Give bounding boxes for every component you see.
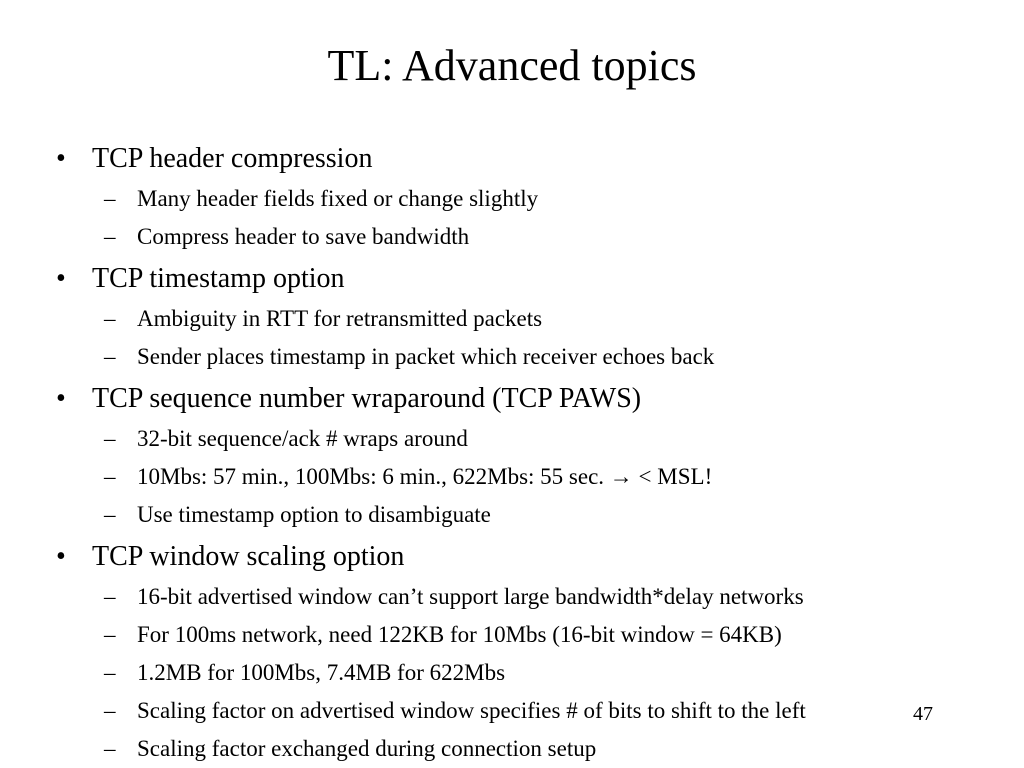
- sub-bullet-text: Ambiguity in RTT for retransmitted packets: [137, 306, 543, 331]
- dash-icon: –: [104, 464, 116, 489]
- bullet-icon: •: [56, 383, 66, 414]
- sub-bullet-text: Many header fields fixed or change slightly: [137, 186, 539, 211]
- sub-bullet-item: [0, 458, 1024, 496]
- sub-bullet-text: 32-bit sequence/ack # wraps around: [137, 426, 468, 451]
- dash-icon: –: [104, 224, 116, 249]
- bullet-item: [0, 138, 1024, 180]
- dash-icon: –: [104, 622, 116, 647]
- sub-bullet-text: Use timestamp option to disambiguate: [137, 502, 491, 527]
- sub-bullet-item: [0, 218, 1024, 256]
- bullet-item: [0, 258, 1024, 300]
- sub-bullet-text: 16-bit advertised window can’t support large bandwidth*delay networks: [137, 584, 804, 609]
- sub-bullet-item: [0, 338, 1024, 376]
- dash-icon: –: [104, 660, 116, 685]
- sub-bullet-item: [0, 654, 1024, 692]
- bullet-item: [0, 378, 1024, 420]
- slide-title: TL: Advanced topics: [327, 41, 697, 90]
- bullet-icon: •: [56, 263, 66, 294]
- dash-icon: –: [104, 306, 116, 331]
- page-number: 47: [913, 703, 933, 725]
- dash-icon: –: [104, 186, 116, 211]
- dash-icon: –: [104, 502, 116, 527]
- sub-bullet-text: 1.2MB for 100Mbs, 7.4MB for 622Mbs: [137, 660, 506, 685]
- bullet-text: TCP timestamp option: [92, 263, 345, 294]
- bullet-text: TCP sequence number wraparound (TCP PAWS): [92, 383, 642, 414]
- sub-bullet-text: Sender places timestamp in packet which receiver echoes back: [137, 344, 715, 369]
- sub-bullet-text: For 100ms network, need 122KB for 10Mbs (16-bit window = 64KB): [137, 622, 782, 647]
- sub-bullet-text: 10Mbs: 57 min., 100Mbs: 6 min., 622Mbs: 55 sec. → < MSL!: [137, 464, 713, 489]
- sub-bullet-item: [0, 616, 1024, 654]
- dash-icon: –: [104, 584, 116, 609]
- dash-icon: –: [104, 344, 116, 369]
- sub-bullet-item: [0, 180, 1024, 218]
- bullet-icon: •: [56, 143, 66, 174]
- dash-icon: –: [104, 698, 116, 723]
- bullet-text: TCP header compression: [92, 143, 373, 174]
- sub-bullet-text: Scaling factor on advertised window specifies # of bits to shift to the left: [137, 698, 806, 723]
- sub-bullet-item: [0, 578, 1024, 616]
- sub-bullet-item: [0, 692, 1024, 730]
- bullet-icon: •: [56, 541, 66, 572]
- dash-icon: –: [104, 426, 116, 451]
- dash-icon: –: [104, 736, 116, 761]
- sub-bullet-item: [0, 496, 1024, 534]
- slide-content: [0, 138, 1024, 768]
- bullet-item: [0, 536, 1024, 578]
- sub-bullet-item: [0, 420, 1024, 458]
- sub-bullet-item: [0, 730, 1024, 768]
- sub-bullet-item: [0, 300, 1024, 338]
- sub-bullet-text: Scaling factor exchanged during connection setup: [137, 736, 597, 761]
- bullet-text: TCP window scaling option: [92, 541, 405, 572]
- sub-bullet-text: Compress header to save bandwidth: [137, 224, 470, 249]
